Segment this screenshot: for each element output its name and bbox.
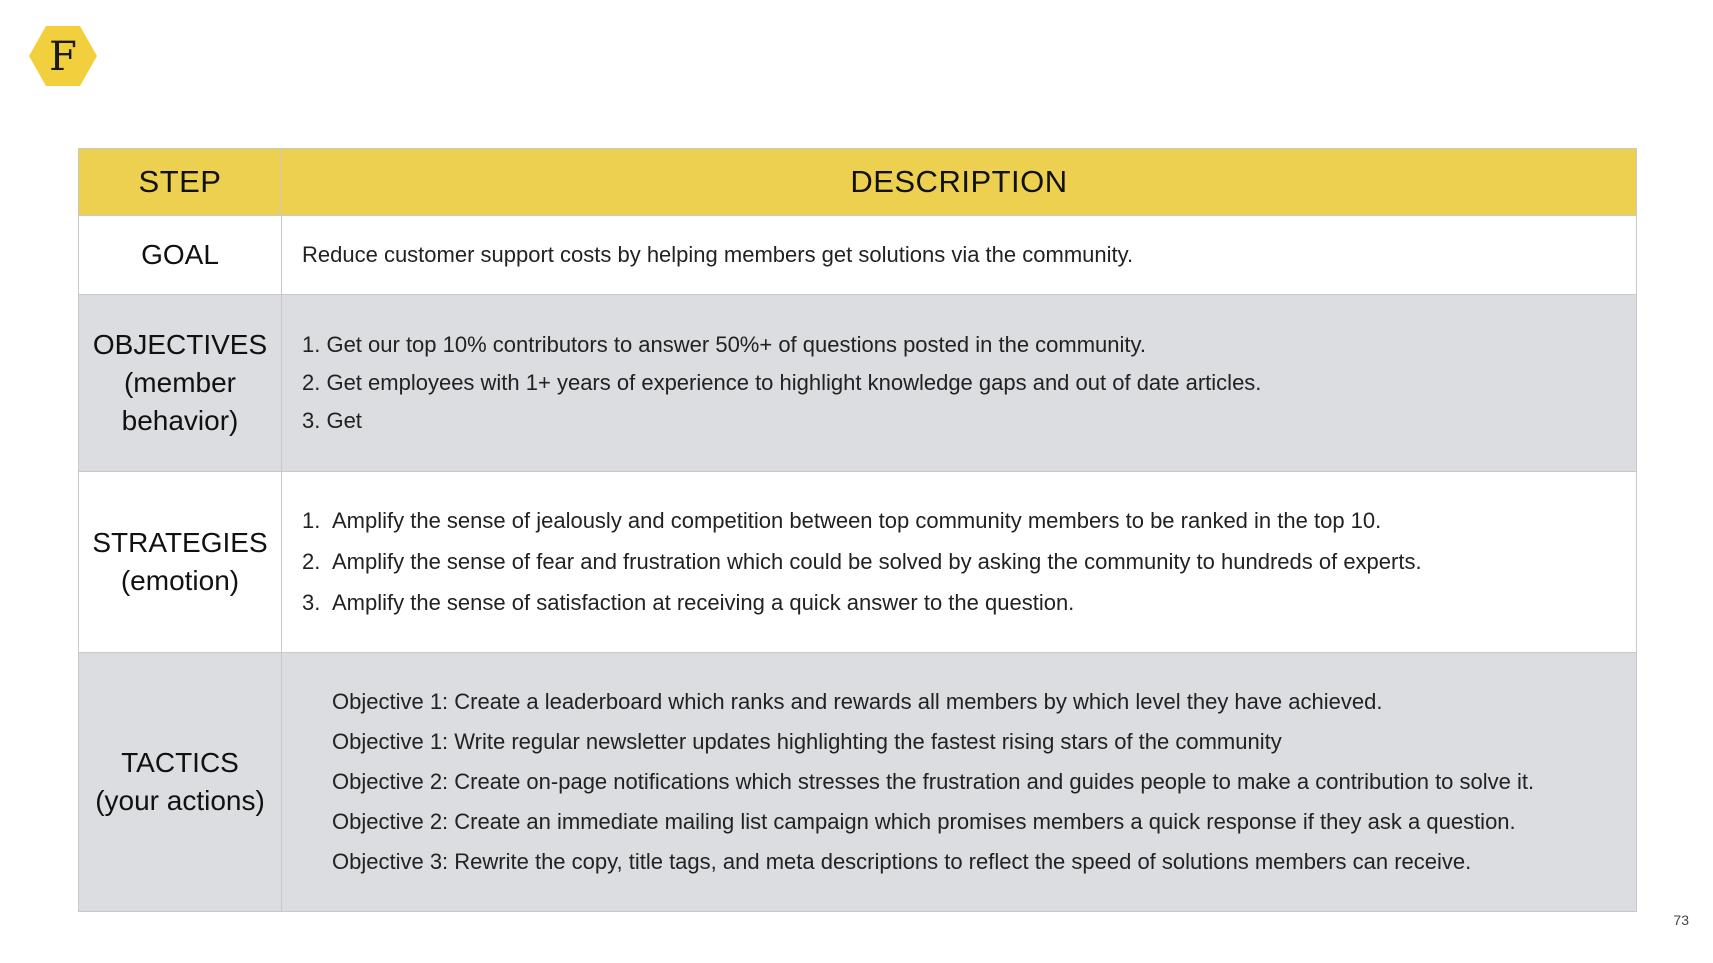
goal-row — [79, 216, 1637, 295]
objective-item: 2. Get employees with 1+ years of experience to highlight knowledge gaps and out of date articles. — [302, 370, 1262, 395]
strategy-text: Amplify the sense of satisfaction at receiving a quick answer to the question. — [332, 590, 1075, 615]
tactics-step-label — [79, 653, 282, 912]
tactic-item: Objective 1: Create a leaderboard which ranks and rewards all members by which level they have achieved. — [332, 689, 1383, 714]
goal-step-label: GOAL — [79, 216, 282, 295]
tactics-row — [79, 653, 1637, 912]
page-number: 73 — [1673, 912, 1689, 928]
objectives-step-label — [79, 295, 282, 472]
objectives-step-line3: behavior) — [121, 405, 239, 436]
tactics-step-line1: TACTICS — [121, 747, 239, 778]
logo-letter: F — [49, 34, 77, 80]
tactic-item: Objective 2: Create an immediate mailing list campaign which promises members a quick response if they ask a question. — [332, 809, 1516, 834]
strategy-number: 2. — [302, 549, 321, 574]
logo — [28, 25, 98, 87]
logo-hexagon-icon — [28, 25, 98, 87]
objectives-row — [79, 295, 1637, 472]
strategies-row — [79, 472, 1637, 653]
strategy-table — [78, 148, 1637, 912]
strategy-item — [302, 507, 1616, 535]
tactic-item: Objective 1: Write regular newsletter updates highlighting the fastest rising stars of the community — [332, 729, 1282, 754]
strategy-text: Amplify the sense of fear and frustration which could be solved by asking the community to hundreds of experts. — [332, 549, 1422, 574]
tactics-description — [282, 653, 1637, 912]
description-column-header: DESCRIPTION — [282, 149, 1637, 216]
strategies-step-line2: (emotion) — [120, 565, 240, 596]
strategies-step-label — [79, 472, 282, 653]
step-column-header: STEP — [79, 149, 282, 216]
strategy-number: 3. — [302, 590, 321, 615]
goal-description: Reduce customer support costs by helping members get solutions via the community. — [282, 216, 1637, 295]
objectives-step-line1: OBJECTIVES — [92, 329, 268, 360]
strategy-item — [302, 589, 1616, 617]
objectives-step-line2: (member — [123, 367, 236, 398]
objective-item: 1. Get our top 10% contributors to answer 50%+ of questions posted in the community. — [302, 332, 1147, 357]
tactic-item: Objective 2: Create on-page notifications which stresses the frustration and guides people to make a contribution to solve it. — [332, 769, 1535, 794]
strategy-item — [302, 548, 1616, 576]
tactic-item: Objective 3: Rewrite the copy, title tags, and meta descriptions to reflect the speed of solutions members can receive. — [332, 849, 1472, 874]
strategy-text: Amplify the sense of jealously and competition between top community members to be ranked in the top 10. — [332, 508, 1382, 533]
table-header-row — [79, 149, 1637, 216]
strategy-number: 1. — [302, 508, 321, 533]
tactics-step-line2: (your actions) — [95, 785, 265, 816]
strategies-description — [282, 472, 1637, 653]
objectives-description — [282, 295, 1637, 472]
strategies-step-line1: STRATEGIES — [92, 527, 268, 558]
objective-item: 3. Get — [302, 408, 362, 433]
